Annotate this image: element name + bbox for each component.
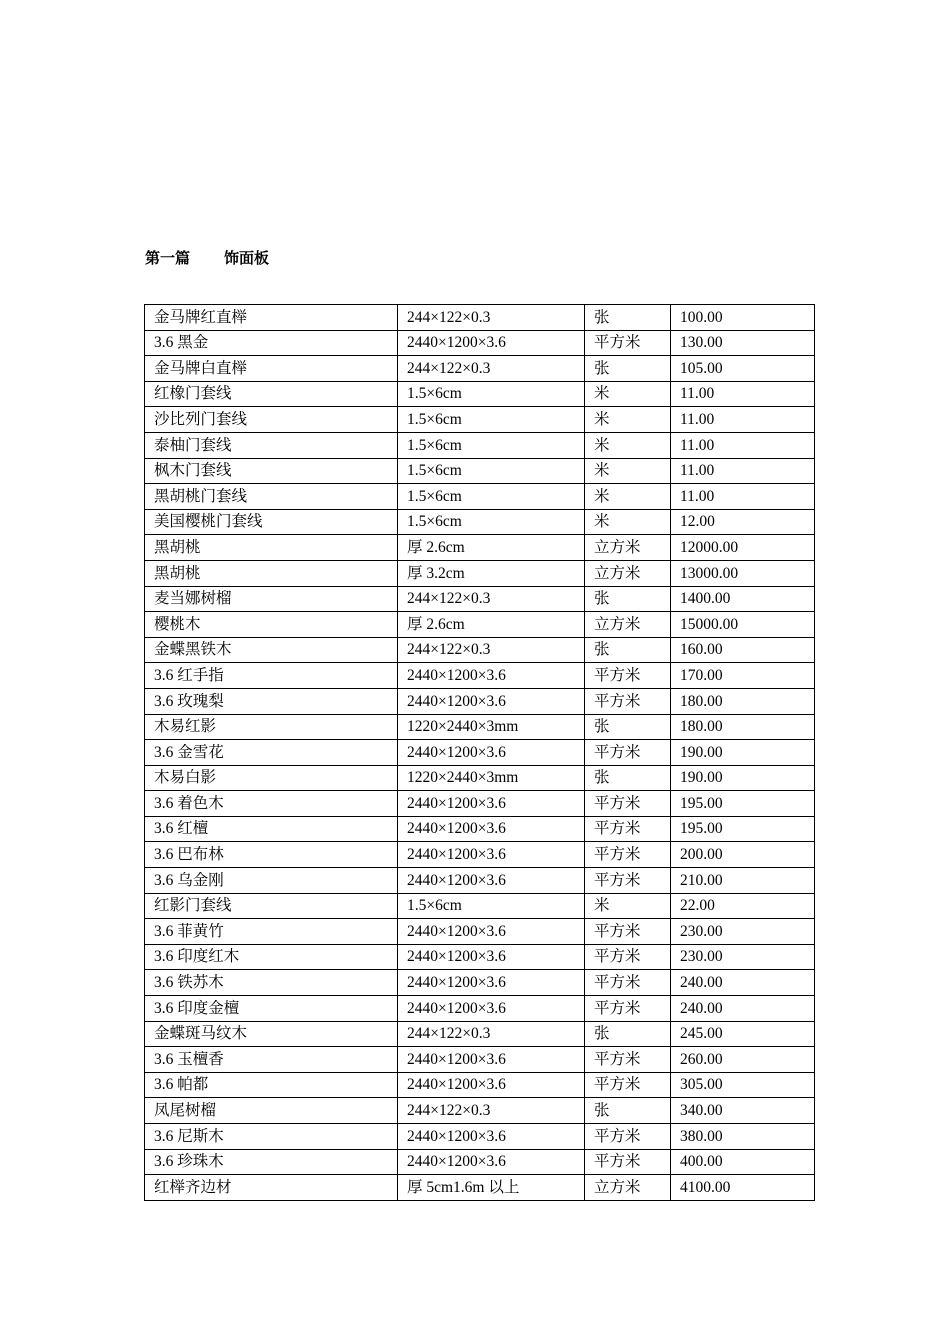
table-row — [145, 612, 815, 638]
spec-cell: 2440×1200×3.6 — [398, 330, 585, 356]
price-cell: 195.00 — [671, 791, 815, 817]
unit-cell: 张 — [585, 586, 671, 612]
price-cell: 195.00 — [671, 816, 815, 842]
material-name-cell: 3.6 玉檀香 — [145, 1047, 398, 1073]
unit-cell: 平方米 — [585, 1047, 671, 1073]
price-cell: 11.00 — [671, 458, 815, 484]
unit-cell: 张 — [585, 765, 671, 791]
material-name-cell: 金马牌红直榉 — [145, 305, 398, 331]
unit-cell: 米 — [585, 432, 671, 458]
material-name-cell: 3.6 黑金 — [145, 330, 398, 356]
spec-cell: 244×122×0.3 — [398, 1098, 585, 1124]
unit-cell: 平方米 — [585, 944, 671, 970]
material-name-cell: 樱桃木 — [145, 612, 398, 638]
material-name-cell: 沙比列门套线 — [145, 407, 398, 433]
table-row — [145, 535, 815, 561]
unit-cell: 米 — [585, 458, 671, 484]
price-cell: 15000.00 — [671, 612, 815, 638]
spec-cell: 244×122×0.3 — [398, 586, 585, 612]
section-title: 饰面板 — [224, 249, 270, 267]
material-name-cell: 美国樱桃门套线 — [145, 509, 398, 535]
spec-cell: 厚 2.6cm — [398, 612, 585, 638]
material-name-cell: 3.6 玫瑰梨 — [145, 688, 398, 714]
unit-cell: 米 — [585, 893, 671, 919]
spec-cell: 2440×1200×3.6 — [398, 1124, 585, 1150]
material-name-cell: 3.6 乌金刚 — [145, 868, 398, 894]
price-cell: 100.00 — [671, 305, 815, 331]
table-row — [145, 842, 815, 868]
unit-cell: 平方米 — [585, 1149, 671, 1175]
unit-cell: 平方米 — [585, 816, 671, 842]
spec-cell: 1220×2440×3mm — [398, 714, 585, 740]
table-row — [145, 1072, 815, 1098]
table-row — [145, 305, 815, 331]
table-row — [145, 381, 815, 407]
spec-cell: 1.5×6cm — [398, 381, 585, 407]
unit-cell: 平方米 — [585, 919, 671, 945]
material-name-cell: 木易白影 — [145, 765, 398, 791]
unit-cell: 平方米 — [585, 740, 671, 766]
material-name-cell: 金蝶斑马纹木 — [145, 1021, 398, 1047]
spec-cell: 2440×1200×3.6 — [398, 868, 585, 894]
table-row — [145, 1149, 815, 1175]
price-cell: 230.00 — [671, 944, 815, 970]
material-name-cell: 木易红影 — [145, 714, 398, 740]
price-cell: 240.00 — [671, 970, 815, 996]
material-name-cell: 3.6 着色木 — [145, 791, 398, 817]
table-row — [145, 868, 815, 894]
unit-cell: 米 — [585, 484, 671, 510]
table-row — [145, 663, 815, 689]
table-row — [145, 330, 815, 356]
price-cell: 230.00 — [671, 919, 815, 945]
material-name-cell: 麦当娜树榴 — [145, 586, 398, 612]
material-name-cell: 3.6 巴布林 — [145, 842, 398, 868]
spec-cell: 1.5×6cm — [398, 484, 585, 510]
unit-cell: 米 — [585, 509, 671, 535]
table-row — [145, 356, 815, 382]
spec-cell: 2440×1200×3.6 — [398, 740, 585, 766]
table-row — [145, 1175, 815, 1201]
spec-cell: 2440×1200×3.6 — [398, 663, 585, 689]
table-row — [145, 919, 815, 945]
spec-cell: 2440×1200×3.6 — [398, 816, 585, 842]
table-row — [145, 432, 815, 458]
material-name-cell: 红影门套线 — [145, 893, 398, 919]
spec-cell: 1.5×6cm — [398, 458, 585, 484]
price-cell: 105.00 — [671, 356, 815, 382]
spec-cell: 244×122×0.3 — [398, 356, 585, 382]
price-cell: 190.00 — [671, 740, 815, 766]
price-cell: 210.00 — [671, 868, 815, 894]
material-name-cell: 黑胡桃门套线 — [145, 484, 398, 510]
price-cell: 13000.00 — [671, 560, 815, 586]
material-name-cell: 3.6 印度红木 — [145, 944, 398, 970]
price-cell: 160.00 — [671, 637, 815, 663]
price-cell: 11.00 — [671, 381, 815, 407]
material-name-cell: 3.6 红手指 — [145, 663, 398, 689]
price-cell: 190.00 — [671, 765, 815, 791]
table-row — [145, 1098, 815, 1124]
table-row — [145, 816, 815, 842]
material-name-cell: 红榉齐边材 — [145, 1175, 398, 1201]
price-table-body — [145, 305, 815, 1201]
unit-cell: 米 — [585, 407, 671, 433]
price-cell: 180.00 — [671, 688, 815, 714]
unit-cell: 立方米 — [585, 535, 671, 561]
unit-cell: 张 — [585, 1098, 671, 1124]
price-cell: 260.00 — [671, 1047, 815, 1073]
unit-cell: 张 — [585, 305, 671, 331]
table-row — [145, 714, 815, 740]
price-cell: 380.00 — [671, 1124, 815, 1150]
table-row — [145, 407, 815, 433]
material-name-cell: 金蝶黑铁木 — [145, 637, 398, 663]
table-row — [145, 1124, 815, 1150]
spec-cell: 2440×1200×3.6 — [398, 791, 585, 817]
table-row — [145, 637, 815, 663]
unit-cell: 张 — [585, 714, 671, 740]
spec-cell: 2440×1200×3.6 — [398, 919, 585, 945]
spec-cell: 2440×1200×3.6 — [398, 1072, 585, 1098]
material-name-cell: 3.6 尼斯木 — [145, 1124, 398, 1150]
spec-cell: 2440×1200×3.6 — [398, 944, 585, 970]
unit-cell: 立方米 — [585, 1175, 671, 1201]
unit-cell: 平方米 — [585, 842, 671, 868]
price-cell: 240.00 — [671, 996, 815, 1022]
unit-cell: 张 — [585, 356, 671, 382]
material-name-cell: 3.6 铁苏木 — [145, 970, 398, 996]
price-cell: 11.00 — [671, 432, 815, 458]
material-name-cell: 黑胡桃 — [145, 535, 398, 561]
unit-cell: 平方米 — [585, 1124, 671, 1150]
spec-cell: 1.5×6cm — [398, 893, 585, 919]
spec-cell: 2440×1200×3.6 — [398, 1047, 585, 1073]
section-heading — [145, 247, 269, 269]
spec-cell: 厚 2.6cm — [398, 535, 585, 561]
unit-cell: 平方米 — [585, 868, 671, 894]
spec-cell: 厚 3.2cm — [398, 560, 585, 586]
table-row — [145, 688, 815, 714]
table-row — [145, 586, 815, 612]
spec-cell: 2440×1200×3.6 — [398, 1149, 585, 1175]
table-row — [145, 1021, 815, 1047]
spec-cell: 厚 5cm1.6m 以上 — [398, 1175, 585, 1201]
section-number: 第一篇 — [145, 249, 191, 267]
spec-cell: 1.5×6cm — [398, 407, 585, 433]
material-name-cell: 3.6 珍珠木 — [145, 1149, 398, 1175]
unit-cell: 平方米 — [585, 663, 671, 689]
unit-cell: 平方米 — [585, 688, 671, 714]
unit-cell: 平方米 — [585, 1072, 671, 1098]
spec-cell: 1.5×6cm — [398, 509, 585, 535]
unit-cell: 立方米 — [585, 612, 671, 638]
table-row — [145, 970, 815, 996]
price-cell: 245.00 — [671, 1021, 815, 1047]
price-cell: 12000.00 — [671, 535, 815, 561]
table-row — [145, 765, 815, 791]
price-cell: 22.00 — [671, 893, 815, 919]
price-cell: 130.00 — [671, 330, 815, 356]
unit-cell: 立方米 — [585, 560, 671, 586]
table-row — [145, 791, 815, 817]
price-cell: 200.00 — [671, 842, 815, 868]
unit-cell: 张 — [585, 1021, 671, 1047]
price-cell: 340.00 — [671, 1098, 815, 1124]
price-cell: 12.00 — [671, 509, 815, 535]
price-cell: 11.00 — [671, 484, 815, 510]
table-row — [145, 740, 815, 766]
material-name-cell: 3.6 帕都 — [145, 1072, 398, 1098]
material-name-cell: 3.6 印度金檀 — [145, 996, 398, 1022]
spec-cell: 2440×1200×3.6 — [398, 996, 585, 1022]
table-row — [145, 996, 815, 1022]
spec-cell: 2440×1200×3.6 — [398, 688, 585, 714]
table-row — [145, 484, 815, 510]
price-cell: 1400.00 — [671, 586, 815, 612]
table-row — [145, 509, 815, 535]
unit-cell: 平方米 — [585, 330, 671, 356]
unit-cell: 平方米 — [585, 970, 671, 996]
price-cell: 305.00 — [671, 1072, 815, 1098]
price-table — [144, 304, 815, 1201]
material-name-cell: 黑胡桃 — [145, 560, 398, 586]
spec-cell: 1220×2440×3mm — [398, 765, 585, 791]
material-name-cell: 金马牌白直榉 — [145, 356, 398, 382]
spec-cell: 2440×1200×3.6 — [398, 842, 585, 868]
spec-cell: 244×122×0.3 — [398, 1021, 585, 1047]
spec-cell: 1.5×6cm — [398, 432, 585, 458]
material-name-cell: 凤尾树榴 — [145, 1098, 398, 1124]
table-row — [145, 458, 815, 484]
unit-cell: 米 — [585, 381, 671, 407]
price-cell: 11.00 — [671, 407, 815, 433]
material-name-cell: 泰柚门套线 — [145, 432, 398, 458]
table-row — [145, 944, 815, 970]
unit-cell: 平方米 — [585, 791, 671, 817]
material-name-cell: 3.6 红檀 — [145, 816, 398, 842]
price-cell: 170.00 — [671, 663, 815, 689]
spec-cell: 2440×1200×3.6 — [398, 970, 585, 996]
price-cell: 400.00 — [671, 1149, 815, 1175]
table-row — [145, 1047, 815, 1073]
price-cell: 180.00 — [671, 714, 815, 740]
material-name-cell: 3.6 金雪花 — [145, 740, 398, 766]
material-name-cell: 3.6 菲黄竹 — [145, 919, 398, 945]
table-row — [145, 560, 815, 586]
spec-cell: 244×122×0.3 — [398, 637, 585, 663]
spec-cell: 244×122×0.3 — [398, 305, 585, 331]
material-name-cell: 红橡门套线 — [145, 381, 398, 407]
material-name-cell: 枫木门套线 — [145, 458, 398, 484]
unit-cell: 张 — [585, 637, 671, 663]
unit-cell: 平方米 — [585, 996, 671, 1022]
table-row — [145, 893, 815, 919]
price-cell: 4100.00 — [671, 1175, 815, 1201]
